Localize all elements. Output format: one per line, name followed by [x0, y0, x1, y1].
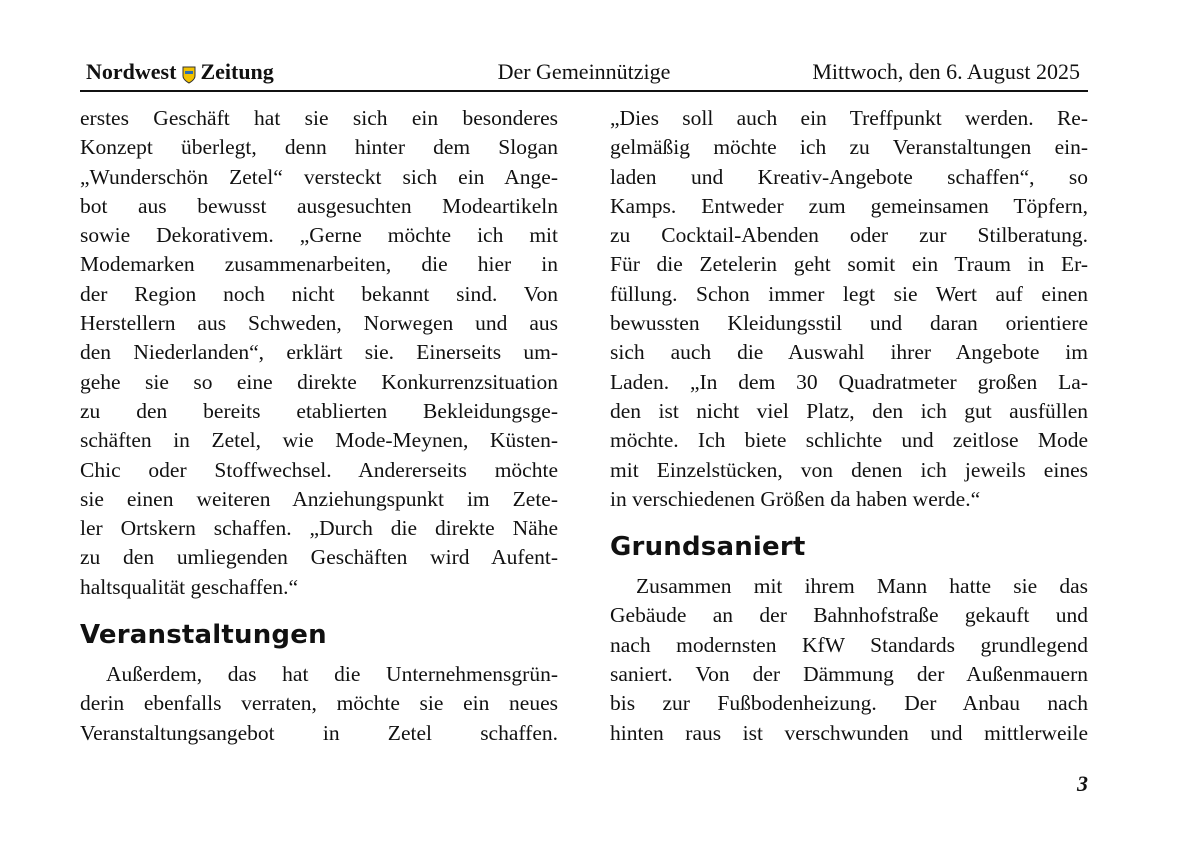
article-line: bot aus bewusst ausgesuchten Modeartikeln [80, 193, 558, 218]
heading-veranstaltungen: Veranstaltungen [80, 620, 327, 651]
right-column [610, 104, 1088, 748]
article-line: zu den bereits etablierten Bekleidungsge- [80, 398, 558, 423]
article-line: Modemarken zusammenarbeiten, die hier in [80, 252, 558, 277]
article-line: erstes Geschäft hat sie sich ein besonderes [80, 106, 558, 130]
article-line: Herstellern aus Schweden, Norwegen und aus [80, 311, 558, 336]
left-column-body-top [80, 104, 558, 602]
article-line: Chic oder Stoffwechsel. Andererseits möchte [80, 457, 558, 482]
article-line: hinten raus ist verschwunden und mittlerweile [610, 720, 1088, 745]
article-line: saniert. Von der Dämmung der Außenmauern [610, 662, 1088, 687]
article-line: den ist nicht viel Platz, den ich gut ausfüllen [610, 398, 1088, 423]
masthead-left-word: Nordwest [86, 59, 177, 84]
heading-grundsaniert: Grundsaniert [610, 532, 806, 563]
right-column-body-bottom [610, 572, 1088, 748]
article-line: zu Cocktail-Abenden oder zur Stilberatung. [610, 223, 1088, 248]
article-line: gehe sie so eine direkte Konkurrenzsituation [80, 369, 558, 394]
article-line: derin ebenfalls verraten, möchte sie ein neues [80, 691, 558, 716]
article-line: bis zur Fußbodenheizung. Der Anbau nach [610, 691, 1088, 716]
article-line: schäften in Zetel, wie Mode-Meynen, Küsten- [80, 428, 558, 453]
article-line: zu den umliegenden Geschäften wird Aufent- [80, 545, 558, 570]
article-line: mit Einzelstücken, von denen ich jeweils eines [610, 457, 1088, 482]
masthead-right-word: Zeitung [200, 59, 274, 84]
article-line: Zusammen mit ihrem Mann hatte sie das [636, 574, 1088, 599]
article-line: den Niederlanden“, erklärt sie. Einerseits um- [80, 340, 558, 365]
article-line: sowie Dekorativem. „Gerne möchte ich mit [80, 223, 558, 248]
article-line: „Wunderschön Zetel“ versteckt sich ein Ange- [80, 164, 558, 189]
article-line: sich auch die Auswahl ihrer Angebote im [610, 340, 1088, 365]
masthead [86, 58, 274, 86]
article-line: in verschiedenen Größen da haben werde.“ [610, 486, 981, 511]
page-number: 3 [1077, 771, 1088, 796]
header-date: Mittwoch, den 6. August 2025 [812, 59, 1080, 84]
article-line: Für die Zetelerin geht somit ein Traum in Er- [610, 252, 1088, 277]
left-column [80, 104, 558, 748]
article-line: Laden. „In dem 30 Quadratmeter großen La- [610, 369, 1088, 394]
article-line: ler Ortskern schaffen. „Durch die direkte Nähe [80, 516, 558, 541]
article-line: Gebäude an der Bahnhofstraße gekauft und [610, 603, 1088, 628]
article-line: haltsqualität geschaffen.“ [80, 574, 299, 599]
article-line: füllung. Schon immer legt sie Wert auf einen [610, 281, 1088, 306]
article-line: Kamps. Entweder zum gemeinsamen Töpfern, [610, 193, 1088, 218]
page-header [80, 58, 1088, 92]
article-line: Veranstaltungsangebot in Zetel schaffen. [80, 720, 558, 745]
article-line: bewussten Kleidungsstil und daran orientiere [610, 311, 1088, 336]
article-line: laden und Kreativ-Angebote schaffen“, so [610, 164, 1088, 189]
article-line: „Dies soll auch ein Treffpunkt werden. Re- [610, 106, 1088, 130]
right-column-body-top [610, 104, 1088, 514]
article-line: möchte. Ich biete schlichte und zeitlose Mode [610, 428, 1088, 453]
crest-icon [182, 63, 196, 81]
article-line: nach modernsten KfW Standards grundlegend [610, 632, 1088, 657]
left-column-body-bottom [80, 660, 558, 748]
article-line: gelmäßig möchte ich zu Veranstaltungen ein- [610, 135, 1088, 160]
article-line: Konzept überlegt, denn hinter dem Slogan [80, 135, 558, 160]
article-line: Außerdem, das hat die Unternehmensgrün- [106, 662, 558, 687]
article-line: der Region noch nicht bekannt sind. Von [80, 281, 558, 306]
header-section-title: Der Gemeinnützige [497, 59, 671, 84]
article-line: sie einen weiteren Anziehungspunkt im Zete- [80, 486, 558, 511]
